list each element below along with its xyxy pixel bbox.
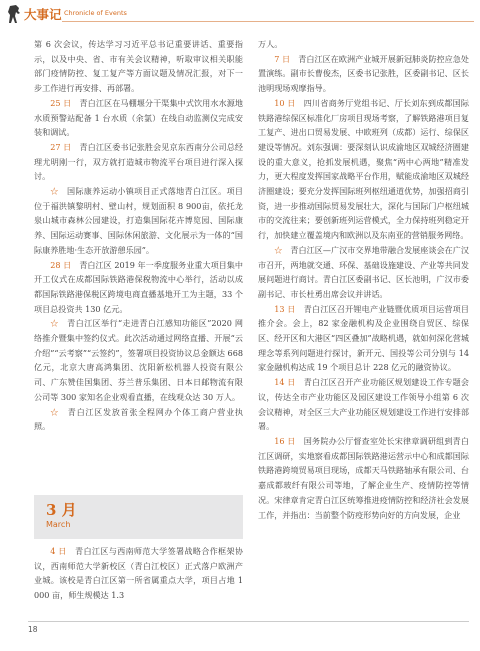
star-icon: ☆	[50, 318, 59, 329]
event-text: 青白江区—广汉市交界地带融合发展座谈会在广汉市召开，两地就交通、环保、基础设施建设、产业等共同发展问题进行商讨。青白江区委副书记、区长池明，广汉市委副书记、市长杜勇出席会议并讲话。	[258, 244, 469, 299]
event-text: 青白江区委书记张胜会见京东西南分公司总经理尤明刚一行，双方就打造城市物流平台项目进行深入探讨。	[34, 141, 243, 182]
event-text: 青白江区召开锂电产业链暨优质项目运营项目推介会。会上，82 家金融机构及企业围绕自贸区、综保区、经开区和大港区“四区叠加”战略机遇，就如何深化营城理念等系列问题进行探讨，新开元、国投等公司分别与 14 家金融机构达成 19 个项目总计 228 亿元的融资协议。	[258, 303, 469, 373]
page-number: 18	[28, 625, 38, 634]
event-text: 青白江区召开产业功能区规划建设工作专题会议，传达全市产业功能区及园区建设工作领导小组第 6 次会议精神，对全区三大产业功能区规划建设工作进行安排部署。	[258, 377, 469, 432]
event-text: 国务院办公厅督查室处长宋律章调研组到青白江区调研，实地察看成都国际铁路港运营示中心和成都国际铁路港跨境贸易项目现场，成都天马铁路轴承有限公司、台嘉成都玻纤有限公司等地，了解企业生产、疫情防控等情况。宋律章肯定青白江区统筹推进疫情防控和经济社会发展工作，并指出：当前整个防疫形势向好的方向发展，企业	[258, 435, 469, 520]
event-text: 青白江区 2019 年一季度服务业重大项目集中开工仪式在成都国际铁路港保税物流中心举行，活动以成都国际铁路港保税区跨境电商直播基地开工为主题，33 个项目总投资共 130 亿元。	[34, 259, 244, 314]
event-text: 万人。	[258, 39, 283, 49]
event-text: 四川省商务厅党组书记、厅长刘东到成都国际铁路港综保区标准化厂房项目现场考察，了解铁路港项目复工复产、进出口贸易发展、中欧班列（成都）运行、综保区建设等情况。刘东强调：要深刻认识成渝地区双城经济圈建设的重大意义，抢抓发展机遇，聚焦“两中心两地”精准发力，更大程度发挥国家战略平台作用，赋能成渝地区双城经济圈建设；要充分发挥国际班列枢纽通道优势，加强招商引资，进一步推动国际贸易发展壮大，深化与国际门户枢纽城市的交流往来；要创新班列运营模式，全力保持班列稳定开行，加快建立覆盖境内和欧洲以及东南亚的营销服务网络。	[258, 97, 469, 241]
event-date: 14 日	[274, 377, 296, 388]
event-date: 13 日	[274, 303, 296, 314]
event-date: 28 日	[50, 259, 72, 270]
section-subtitle: Chronicle of Events	[64, 9, 127, 17]
event-date: 7 日	[274, 53, 291, 64]
event-entry	[258, 302, 469, 376]
month-title: 3 月	[46, 501, 77, 519]
event-text: 青白江区举行“走进青白江感知功能区”2020 网络推介暨集中签约仪式。此次活动通过网络直播、开展“云介绍”“云考察”“云签约”，签署项目投资协议总金额达 668 亿元，北京大唐高鸿集团、沈阳新松机器人投资有限公司、广东赞佳国集团、芬兰普乐集团、日本日邮物流有限公司等 300 家知名企业观看直播，在线观众达 30 万人。	[34, 318, 243, 402]
event-date: 25 日	[50, 97, 72, 108]
event-text: 第 6 次会议，传达学习习近平总书记重要讲话、重要指示，以及中央、省、市有关会议精神，听取审议相关职能部门疫情防控、复工复产等方面议题及情况汇报，对下一步工作进行再安排、再部署。	[34, 39, 243, 94]
event-entry	[258, 52, 469, 96]
page-header	[0, 0, 480, 36]
event-entry	[34, 544, 243, 603]
section-title: 大事记	[24, 7, 62, 22]
event-entry	[258, 375, 469, 434]
star-icon: ☆	[274, 244, 283, 255]
horse-logo-icon	[6, 4, 22, 24]
month-english: March	[46, 520, 71, 529]
event-date: 27 日	[50, 141, 72, 152]
event-entry	[34, 184, 243, 258]
star-icon: ☆	[50, 186, 59, 197]
right-column	[258, 37, 469, 522]
event-text: 青白江区在马棚堰分干渠集中式饮用水水源地水质预警站配备 1 台水质（余氯）在线自动监测仪完成安装和调试。	[34, 97, 243, 138]
event-date: 16 日	[274, 435, 296, 446]
event-text: 青白江区与西南师范大学签署战略合作框架协议，西南师范大学新校区（青白江校区）正式落户欧洲产业城。该校是青白江区第一所省属重点大学，项目占地 1 000 亩，师生规模达 1.3	[34, 546, 243, 601]
event-entry	[258, 243, 469, 302]
event-entry	[34, 96, 243, 140]
event-date: 10 日	[274, 97, 296, 108]
month-banner	[34, 495, 243, 539]
left-column-after-month	[34, 544, 243, 603]
event-entry	[34, 405, 243, 434]
event-entry	[258, 96, 469, 243]
header-rule	[62, 21, 474, 22]
event-entry	[258, 434, 469, 522]
left-column	[34, 37, 243, 434]
event-text: 青白江区在欧洲产业城开展新冠肺炎防控应急处置演练。副市长曹俊杰，区委书记张胜，区委副书记、区长池明现场观摩指导。	[258, 53, 469, 94]
event-date: 4 日	[50, 546, 67, 556]
event-entry	[34, 140, 243, 184]
star-icon: ☆	[50, 406, 59, 417]
event-entry	[34, 37, 243, 96]
event-entry	[34, 316, 243, 404]
event-text: 青白江区发放首张全程网办个体工商户营业执照。	[34, 406, 243, 432]
event-entry	[258, 37, 469, 52]
event-entry	[34, 258, 243, 317]
footer-rule	[28, 621, 469, 622]
event-text: 国际康养运动小镇项目正式落地青白江区。项目位于福洪镇黎明村、壁山村，规划面积 8 900亩，依托龙泉山城市森林公园建设，打造集国际花卉博览园、国际康养、国际运动赛事、国际休闲旅游、文化展示为一体的“国际康养胜地·生态开放游憩乐园”。	[34, 186, 243, 255]
